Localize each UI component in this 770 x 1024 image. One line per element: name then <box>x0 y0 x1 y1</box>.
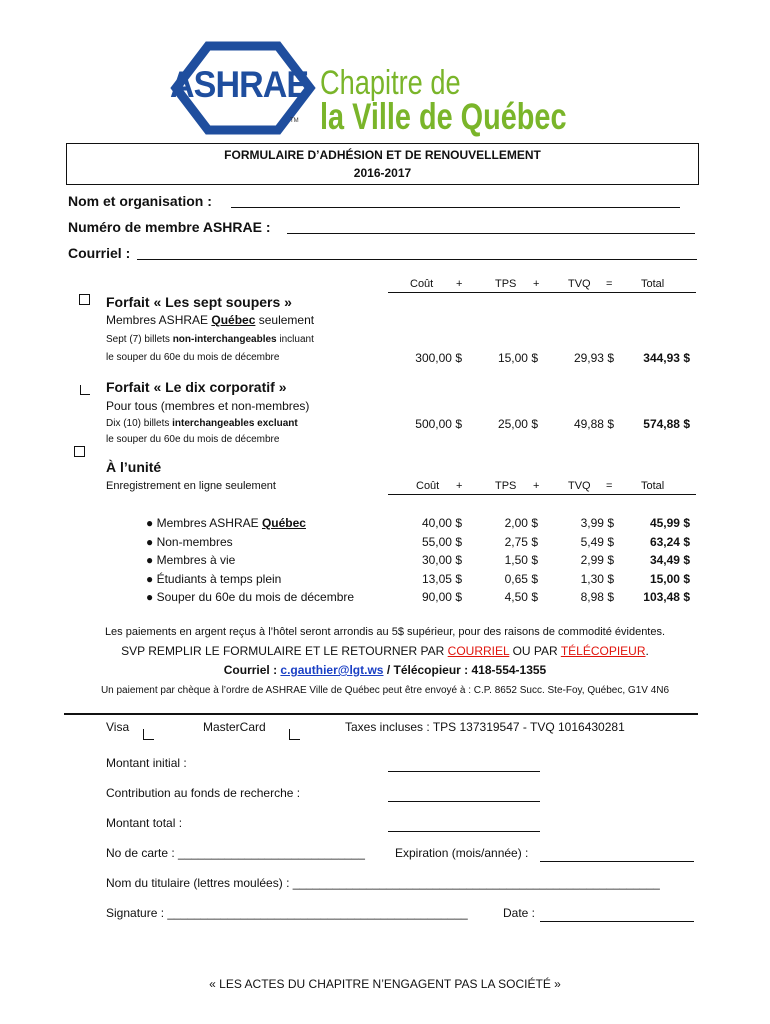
col-plus: + <box>533 278 540 290</box>
return-pre: SVP REMPLIR LE FORMULAIRE ET LE RETOURNER PAR <box>121 644 448 658</box>
unit-row-tvq: 3,99 $ <box>580 516 614 530</box>
visa-label: Visa <box>106 720 130 734</box>
cash-note: Les paiements en argent reçus à l’hôtel seront arrondis au 5$ supérieur, pour des raisons de commodité évidentes. <box>104 626 666 638</box>
bullet-icon: ● <box>146 535 154 549</box>
col-total: Total <box>641 278 665 290</box>
col-equals: = <box>606 278 613 290</box>
signature-field[interactable]: Signature : _____________________________________________ <box>106 906 468 920</box>
package1-desc2: le souper du 60e du mois de décembre <box>106 352 280 363</box>
col-plus-2: + <box>456 480 463 492</box>
bullet-icon: ● <box>146 590 154 604</box>
col-equals-2: = <box>606 480 613 492</box>
return-mid: OU PAR <box>509 644 561 658</box>
col-tvq-2: TVQ <box>568 480 591 492</box>
package1-note-ul: Québec <box>211 313 256 327</box>
contribution-label: Contribution au fonds de recherche : <box>106 786 301 800</box>
return-courriel: COURRIEL <box>447 644 510 658</box>
bullet-icon: ● <box>146 516 154 530</box>
total-amount-label: Montant total : <box>106 816 183 830</box>
cheque-note: Un paiement par chèque à l’ordre de ASHRAE Ville de Québec peut être envoyé à : C.P. 8652 Succ. Ste-Foy, Québec, G1V 4N6 <box>100 685 670 696</box>
col-tps-2: TPS <box>495 480 517 492</box>
package1-checkbox[interactable] <box>79 294 90 305</box>
unit-row-label-text: Membres ASHRAE <box>156 516 262 530</box>
unit-row-total: 15,00 $ <box>649 572 690 586</box>
unit-row-tvq: 8,98 $ <box>580 590 614 604</box>
package1-tps: 15,00 $ <box>497 351 538 365</box>
unit-row-tps: 0,65 $ <box>504 572 538 586</box>
total-amount-field[interactable] <box>388 831 540 832</box>
form-year: 2016-2017 <box>353 166 412 180</box>
contribution-field[interactable] <box>388 801 540 802</box>
col-plus: + <box>456 278 463 290</box>
bullet-icon: ● <box>146 553 154 567</box>
unit-row-tps: 1,50 $ <box>504 553 538 567</box>
contact-email-link[interactable]: c.gauthier@lgt.ws <box>280 663 384 677</box>
ashrae-logo <box>168 40 598 136</box>
unit-row-tps: 2,75 $ <box>504 535 538 549</box>
unit-row-tvq: 2,99 $ <box>580 553 614 567</box>
package2-title: Forfait « Le dix corporatif » <box>106 379 287 395</box>
member-field[interactable] <box>287 233 695 234</box>
unit-row-total: 63,24 $ <box>649 535 690 549</box>
package1-desc-pre: Sept (7) billets <box>106 334 173 345</box>
unit-row-label-text: Souper du 60e du mois de décembre <box>156 590 355 604</box>
mastercard-label: MasterCard <box>203 720 266 734</box>
unit-header-rule <box>388 494 696 495</box>
footer-disclaimer: « LES ACTES DU CHAPITRE N’ENGAGENT PAS LA SOCIÉTÉ » <box>209 977 561 991</box>
package2-total: 574,88 $ <box>643 417 690 431</box>
mastercard-checkbox[interactable] <box>289 729 300 740</box>
expiration-label: Expiration (mois/année) : <box>395 846 529 860</box>
col-tvq: TVQ <box>568 278 591 290</box>
package2-checkbox[interactable] <box>80 385 90 395</box>
package2-desc <box>106 418 298 429</box>
contact-post: / Télécopieur : 418-554-1355 <box>383 663 547 677</box>
unit-note: Enregistrement en ligne seulement <box>106 480 276 492</box>
unit-title: À l’unité <box>106 459 162 475</box>
col-total-2: Total <box>641 480 665 492</box>
contact-pre: Courriel : <box>223 663 281 677</box>
initial-amount-field[interactable] <box>388 771 540 772</box>
name-field[interactable] <box>231 207 680 208</box>
unit-row-label <box>146 590 354 604</box>
name-label: Nom et organisation : <box>68 193 212 209</box>
logo-line2: la Ville de Québec <box>320 96 567 137</box>
unit-row-label-ul: Québec <box>261 516 306 530</box>
unit-row-tps: 2,00 $ <box>504 516 538 530</box>
package2-desc-pre: Dix (10) billets <box>106 418 173 429</box>
package1-note <box>106 313 314 327</box>
unit-row-label <box>146 535 233 549</box>
taxes-text: Taxes incluses : TPS 137319547 - TVQ 1016430281 <box>345 720 625 734</box>
unit-row-tvq: 5,49 $ <box>580 535 614 549</box>
card-number-field[interactable]: No de carte : ____________________________ <box>106 846 365 860</box>
package1-note-post: seulement <box>255 313 315 327</box>
package2-desc2: le souper du 60e du mois de décembre <box>106 434 280 445</box>
unit-checkbox[interactable] <box>74 446 85 457</box>
col-tps: TPS <box>495 278 517 290</box>
unit-row-total: 45,99 $ <box>649 516 690 530</box>
package1-tvq: 29,93 $ <box>573 351 614 365</box>
package2-desc-bold: interchangeables excluant <box>172 418 298 429</box>
visa-checkbox[interactable] <box>143 729 154 740</box>
package1-note-pre: Membres ASHRAE <box>106 313 212 327</box>
package2-tvq: 49,88 $ <box>573 417 614 431</box>
return-fax: TÉLÉCOPIEUR <box>560 644 646 658</box>
header-rule <box>388 292 696 293</box>
member-label: Numéro de membre ASHRAE : <box>68 219 271 235</box>
unit-row-cost: 13,05 $ <box>421 572 462 586</box>
date-label: Date : <box>503 906 536 920</box>
unit-row-tps: 4,50 $ <box>504 590 538 604</box>
package1-desc <box>106 334 314 345</box>
expiration-field[interactable] <box>540 861 694 862</box>
payment-rule <box>64 713 698 715</box>
package1-desc-bold: non-interchangeables <box>172 334 277 345</box>
unit-row-label-text: Étudiants à temps plein <box>156 572 282 586</box>
unit-row-total: 34,49 $ <box>649 553 690 567</box>
package2-tps: 25,00 $ <box>497 417 538 431</box>
form-title: FORMULAIRE D’ADHÉSION ET DE RENOUVELLEMENT <box>224 148 541 162</box>
email-field[interactable] <box>137 259 697 260</box>
logo-tm: TM <box>290 118 299 124</box>
col-cost-2: Coût <box>416 480 440 492</box>
logo-line1: Chapitre de <box>320 64 461 102</box>
unit-row-tvq: 1,30 $ <box>580 572 614 586</box>
bullet-icon: ● <box>146 572 154 586</box>
logo-brand: ASHRAE <box>170 64 309 105</box>
holder-name-field[interactable]: Nom du titulaire (lettres moulées) : _______________________________________________________ <box>106 876 660 890</box>
unit-row-label-text: Membres à vie <box>156 553 236 567</box>
unit-row-cost: 40,00 $ <box>421 516 462 530</box>
return-note <box>0 644 770 658</box>
date-field[interactable] <box>540 921 694 922</box>
unit-row-label <box>146 572 281 586</box>
return-end: . <box>645 644 649 658</box>
unit-row-cost: 90,00 $ <box>421 590 462 604</box>
contact-line <box>0 663 770 677</box>
package1-cost: 300,00 $ <box>415 351 462 365</box>
col-plus-2: + <box>533 480 540 492</box>
initial-amount-label: Montant initial : <box>106 756 187 770</box>
package2-note: Pour tous (membres et non-membres) <box>106 399 310 413</box>
unit-row-total: 103,48 $ <box>643 590 690 604</box>
col-cost: Coût <box>410 278 434 290</box>
unit-row-cost: 55,00 $ <box>421 535 462 549</box>
unit-row-cost: 30,00 $ <box>421 553 462 567</box>
package2-cost: 500,00 $ <box>415 417 462 431</box>
package1-desc-post: incluant <box>276 334 314 345</box>
unit-row-label-text: Non-membres <box>156 535 233 549</box>
unit-row-label <box>146 516 306 530</box>
package1-title: Forfait « Les sept soupers » <box>106 294 292 310</box>
unit-row-label <box>146 553 235 567</box>
email-label: Courriel : <box>68 245 131 261</box>
package1-total: 344,93 $ <box>643 351 690 365</box>
